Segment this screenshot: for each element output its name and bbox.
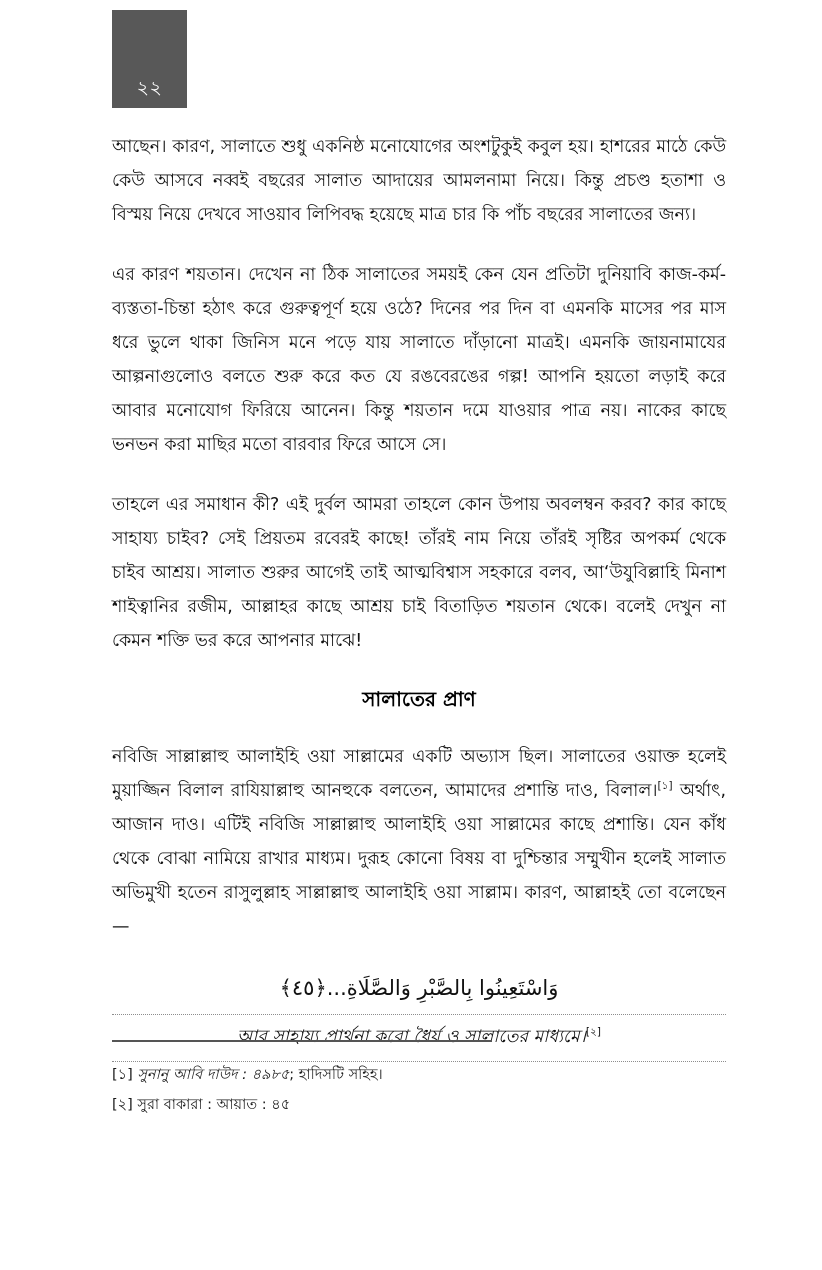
- page-number: ২২: [136, 77, 163, 99]
- footnote-marker: [২]: [112, 1097, 138, 1113]
- arabic-verse: وَاسْتَعِينُوا بِالصَّبْرِ وَالصَّلَاةِ...﴿٤٥﴾: [279, 976, 559, 1000]
- dotted-rule-top: [112, 1014, 726, 1015]
- footnote-item: [112, 1060, 726, 1090]
- page-content: [112, 130, 726, 1068]
- footnote-note: সুরা বাকারা : আয়াত : ৪৫: [137, 1097, 291, 1113]
- footnote-item: [112, 1090, 726, 1120]
- footnotes-section: [112, 1040, 726, 1120]
- paragraph-text-part-1: নবিজি সাল্লাল্লাহু আলাইহি ওয়া সাল্লামের একটি অভ্যাস ছিল। সালাতের ওয়াক্ত হলেই মুয়াজ্জিন বিলাল রাযিয়াল্লাহু আনহুকে বলতেন, আমাদের প্রশান্তি দাও, বিলাল।: [112, 747, 726, 801]
- body-paragraph: আছেন। কারণ, সালাতে শুধু একনিষ্ঠ মনোযোগের অংশটুকুই কবুল হয়। হাশরের মাঠে কেউ কেউ আসবে নব্বই বছরের সালাত আদায়ের আমলনামা নিয়ে। কিন্তু প্রচণ্ড হতাশা ও বিস্ময় নিয়ে দেখবে সাওয়াব লিপিবদ্ধ হয়েছে মাত্র চার কি পাঁচ বছরের সালাতের জন্য।: [112, 137, 726, 225]
- body-paragraph-with-footnote: [112, 740, 726, 944]
- translation-text: আর সাহায্য প্রার্থনা করো ধৈর্য ও সালাতের মাধ্যমে।: [237, 1027, 586, 1047]
- footnote-marker: [১]: [112, 1067, 138, 1083]
- paragraph-text-part-2: অর্থাৎ, আজান দাও। এটিই নবিজি সাল্লাল্লাহু আলাইহি ওয়া সাল্লামের কাছে প্রশান্তি। যেন কাঁধ থেকে বোঝা নামিয়ে রাখার মাধ্যম। দুরূহ কোনো বিষয় বা দুশ্চিন্তার সম্মুখীন হলেই সালাত অভিমুখী হতেন রাসুলুল্লাহ সাল্লাল্লাহু আলাইহি ওয়া সাল্লাম। কারণ, আল্লাহই তো বলেছেন—: [112, 781, 727, 937]
- footnote-separator-rule: [112, 1040, 492, 1042]
- body-paragraph: এর কারণ শয়তান। দেখেন না ঠিক সালাতের সময়ই কেন যেন প্রতিটা দুনিয়াবি কাজ-কর্ম-ব্যস্ততা-চিন্তা হঠাৎ করে গুরুত্বপূর্ণ হয়ে ওঠে? দিনের পর দিন বা এমনকি মাসের পর মাস ধরে ভুলে থাকা জিনিস মনে পড়ে যায় সালাতে দাঁড়ানো মাত্রই। এমনকি জায়নামাযের আল্পনাগুলোও বলতে শুরু করে কত যে রঙবেরঙের গল্প! আপনি হয়তো লড়াই করে আবার মনোযোগ ফিরিয়ে আনেন। কিন্তু শয়তান দমে যাওয়ার পাত্র নয়। নাকের কাছে ভনভন করা মাছির মতো বারবার ফিরে আসে সে।: [112, 265, 726, 455]
- footnote-source: সুনানু আবি দাউদ : ৪৯৮৫: [137, 1067, 290, 1083]
- section-heading: সালাতের প্রাণ: [362, 687, 476, 711]
- footnote-reference-1[interactable]: [১]: [657, 780, 673, 793]
- footnote-reference-2[interactable]: [২]: [585, 1026, 601, 1039]
- footnote-note: ; হাদিসটি সহিহ।: [289, 1067, 383, 1083]
- body-paragraph: তাহলে এর সমাধান কী? এই দুর্বল আমরা তাহলে কোন উপায় অবলম্বন করব? কার কাছে সাহায্য চাইব? সেই প্রিয়তম রবেরই কাছে! তাঁরই নাম নিয়ে তাঁরই সৃষ্টির অপকর্ম থেকে চাইব আশ্রয়। সালাত শুরুর আগেই তাই আত্মবিশ্বাস সহকারে বলব, আ‘উযুবিল্লাহি মিনাশ শাইত্বানির রজীম, আল্লাহর কাছে আশ্রয় চাই বিতাড়িত শয়তান থেকে। বলেই দেখুন না কেমন শক্তি ভর করে আপনার মাঝে!: [112, 495, 726, 651]
- page-number-block: [112, 10, 187, 108]
